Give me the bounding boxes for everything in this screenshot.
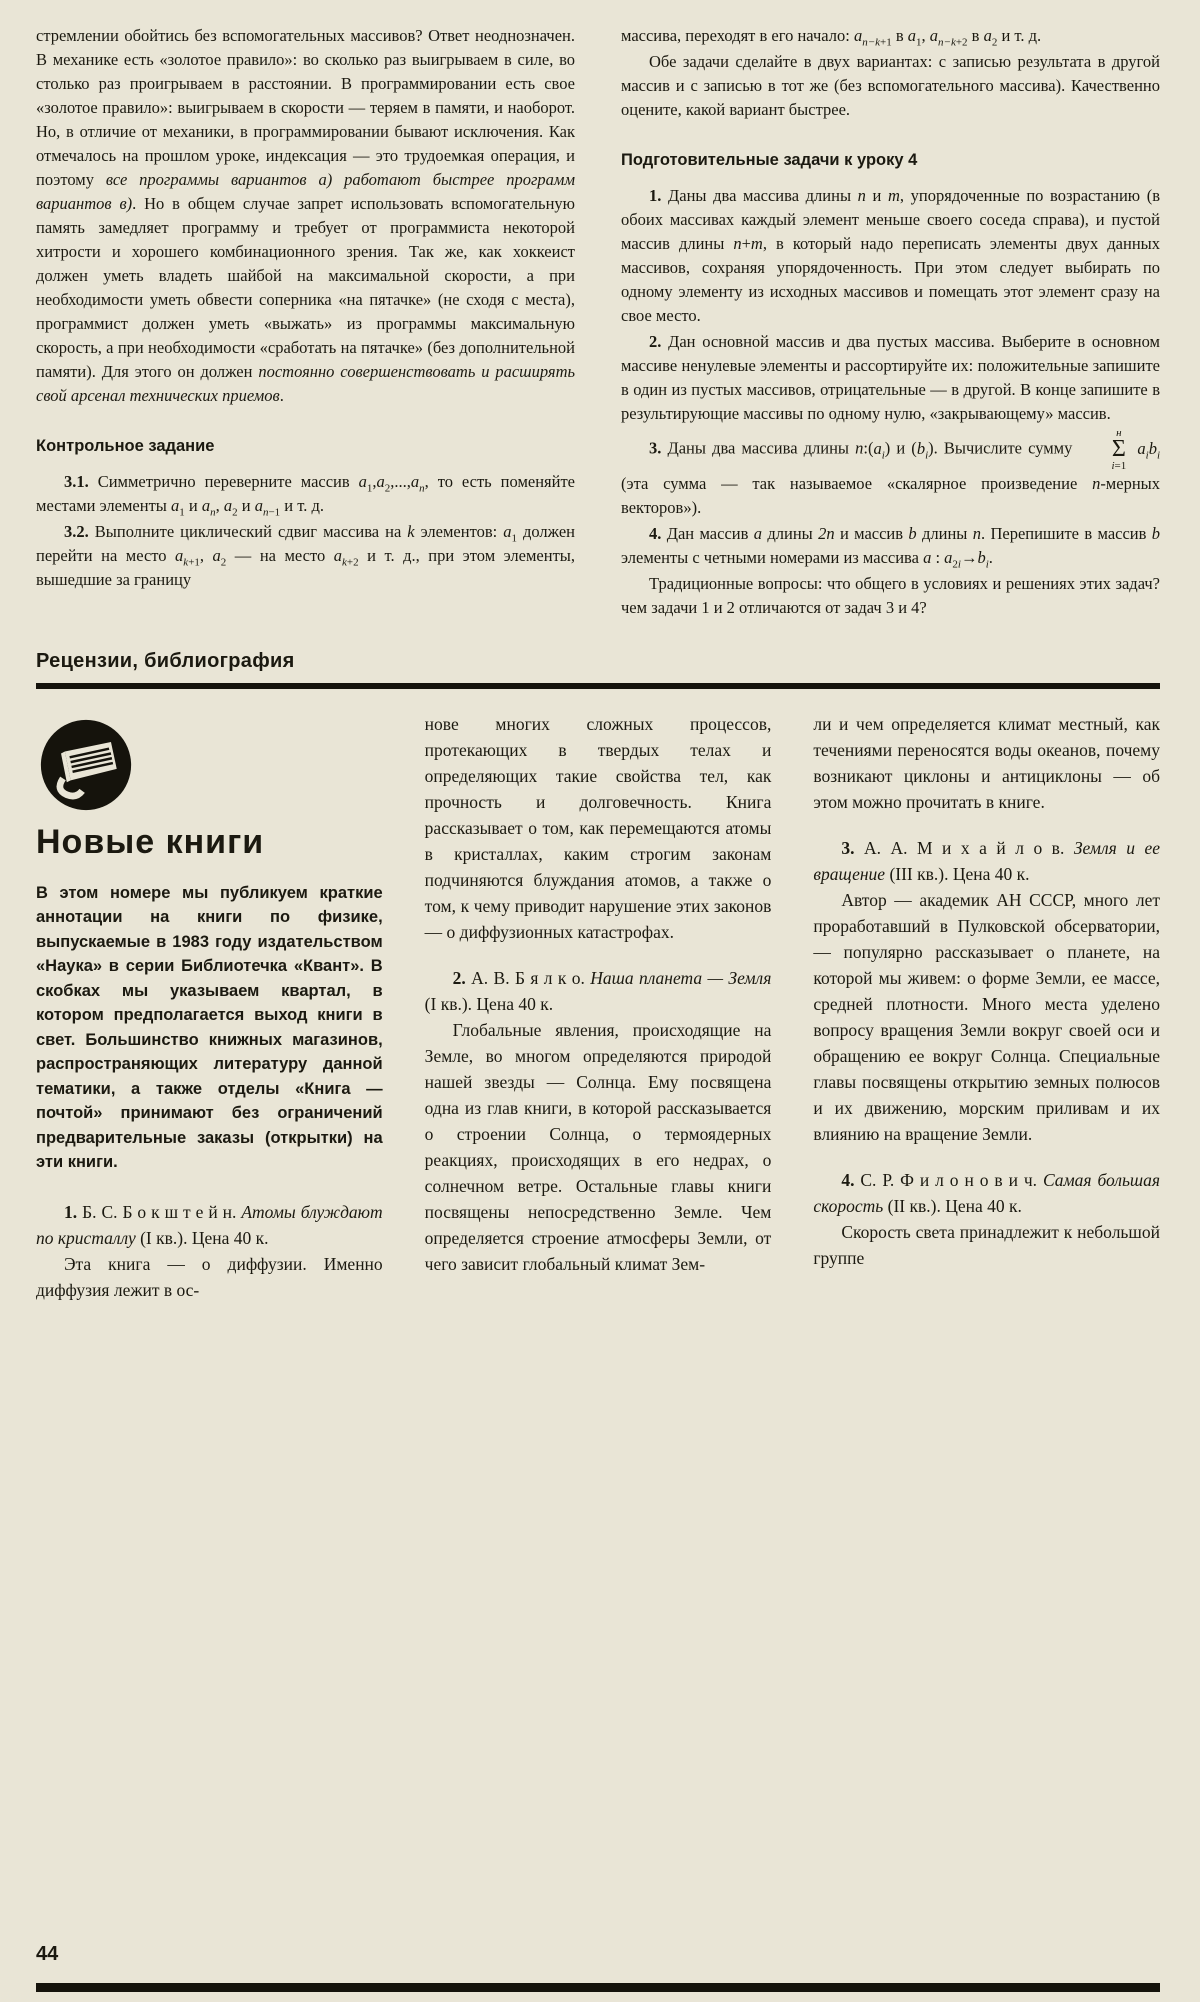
page-number: 44 [36,1943,59,1965]
book-entry-1-heading: 1. Б. С. Б о к ш т е й н. Атомы блуждают по кристаллу (I кв.). Цена 40 к. [36,1201,383,1248]
body-paragraph: Обе задачи сделайте в двух вариантах: с записью результата в другой массив и с записью в тот же (без вспомогательного массива). Качественно оцените, какой вариант быстрее. [621,52,1160,119]
books-intro-paragraph: В этом номере мы публикуем краткие аннотации на книги по физике, выпускаемые в 1983 году издательством «Наука» в серии Библиотечка «Квант». В скобках мы указываем квартал, в котором предполагается выход книги в свет. Большинство книжных магазинов, распространяющих литературу данной тематики, а также отделы «Книга — почтой» принимают без ограничений предварительные заказы (открытки) на эти книги. [36,883,383,1172]
books-left-column [36,711,383,1303]
task-3-2: 3.2. Выполните циклический сдвиг массива на k элементов: $a_1$ должен перейти на место $a_{k+1}$, $a_2$ — на место $a_{k+2}$ и т. д., при этом элементы, вышедшие за границу [36,522,576,589]
book-entry-3-text: Автор — академик АН СССР, много лет проработавший в Пулковской обсерватории,— популярно рассказывает о планете, на которой мы живем: о форме Земли, ее массе, средней плотности. Много места уделено вопросу вращения Земли вокруг своей оси и обращению ее вокруг Солнца. Специальные главы посвящены открытию земных полюсов и их движению, морским приливам и их влиянию на вращение Земли. [813,889,1161,1144]
book-entry-2-text: Глобальные явления, происходящие на Земле, во многом определяются природой нашей звезды — Солнца. Ему посвящена одна из глав книги, в которой рассказывается о строении Солнца, о термоядерных реакциях, происходящих в его недрах, о солнечном ветре. Остальные главы книги посвящены непосредственно Земле. Чем определяется строение атмосферы Земли, от чего зависит глобальный климат Зем- [424,1019,772,1274]
book-entry-4-heading: 4. С. Р. Ф и л о н о в и ч. Самая большая скорость (II кв.). Цена 40 к. [813,1169,1161,1216]
new-books-title: Новые книги [36,822,265,861]
top-section [36,24,1160,620]
book-entry-2-continuation: ли и чем определяется климат местный, как течениями переносятся воды океанов, почему возникают циклоны и антициклоны — об этом можно прочитать в книге. [813,713,1161,812]
task-2: 2. Дан основной массив и два пустых массива. Выберите в основном массиве ненулевые элементы и рассортируйте их: положительные запишите в один из пустых массивов, отрицательные — в другой. В конце запишите в результирующие массивы по одному нулю, «закрывающему» массив. [621,332,1160,423]
task-4: 4. Дан массив a длины 2n и массив b длины n. Перепишите в массив b элементы с четными номерами из массива a : $a_{2i}\to b_i$. [621,523,1161,570]
book-entry-1-text: Эта книга — о диффузии. Именно диффузия лежит в ос- [36,1253,383,1300]
bottom-rule [36,1983,1160,1992]
body-paragraph: стремлении обойтись без вспомогательных массивов? Ответ неоднозначен. В механике есть «золотое правило»: во сколько раз выигрываем в силе, во столько раз проигрываем в расстоянии. В программировании есть свое «золотое правило»: выигрываем в скорости — теряем в памяти, и наоборот. Но, в отличие от механики, в программировании бывают исключения. Как отмечалось на прошлом уроке, индексация — это трудоемкая операция, и поэтому все программы вариантов а) работают быстрее программ вариантов в). Но в общем случае запрет использовать вспомогательную память замедляет программу и требует от программиста некоторой хитрости и хорошего комбинационного зрения. Так же, как хоккеист должен уметь владеть шайбой на максимальной скорости, а при необходимости уметь обвести соперника «на пятачке» (не сходя с места), программист должен уметь «выжать» из программы максимальную скорость, а при необходимости «сработать на пятачке» (без дополнительной памяти). Для этого он должен постоянно совершенствовать и расширять свой арсенал технических приемов. [36,26,575,405]
task-1: 1. Даны два массива длины n и m, упорядоченные по возрастанию (в обоих массивах каждый элемент меньше своего соседа справа), и пустой массив длины n+m, в который надо переписать элементы двух данных массивов, сохраняя упорядоченность. При этом следует выбирать по одному элементу из исходных массивов и помещать этот элемент сразу на свое место. [621,186,1161,325]
open-book-logo-icon [38,717,134,813]
book-entry-1-continuation: нове многих сложных процессов, протекающих в твердых телах и определяющих такие свойства тел, как прочность и долговечность. Книга рассказывает о том, как перемещаются атомы в кристаллах, каким строгим законам подчиняются блуждания атомов, а также о том, к чему приводит нарушение этих законов — о диффузионных катастрофах. [424,713,772,942]
top-right-column [621,24,1160,620]
continuation-paragraph: массива, переходят в его начало: $a_{n-k+1}$ в $a_1$, $a_{n-k+2}$ в $a_2$ и т. д. [621,26,1042,49]
book-entry-2-heading: 2. А. В. Б я л к о. Наша планета — Земля (I кв.). Цена 40 к. [424,967,772,1014]
control-task-heading: Контрольное задание [36,437,215,455]
section-header: Рецензии, библиография [36,649,295,672]
new-books-section [36,711,1160,1303]
books-right-column [813,711,1160,1303]
book-entry-4-text: Скорость света принадлежит к небольшой группе [813,1221,1161,1268]
book-entry-3-heading: 3. А. А. М и х а й л о в. Земля и ее вращение (III кв.). Цена 40 к. [813,837,1161,884]
closing-questions-paragraph: Традиционные вопросы: что общего в условиях и решениях этих задач? чем задачи 1 и 2 отличаются от задач 3 и 4? [621,573,1160,617]
top-left-column [36,24,575,620]
books-middle-column [425,711,772,1303]
section-divider-rule [36,683,1160,689]
prep-tasks-heading: Подготовительные задачи к уроку 4 [621,151,918,169]
task-3-1: 3.1. Симметрично переверните массив $a_1,a_2,...,a_n$, то есть поменяйте местами элементы $a_1$ и $a_n$, $a_2$ и $a_{n-1}$ и т. д. [36,472,575,519]
task-3: 3. Даны два массива длины $n:(a_i)$ и $(b_i)$. Вычислите сумму н Σ i=1 $a_ib_i$ (эта сумма — так называемое «скалярное произведение n-мерных векторов»). [621,427,1160,517]
